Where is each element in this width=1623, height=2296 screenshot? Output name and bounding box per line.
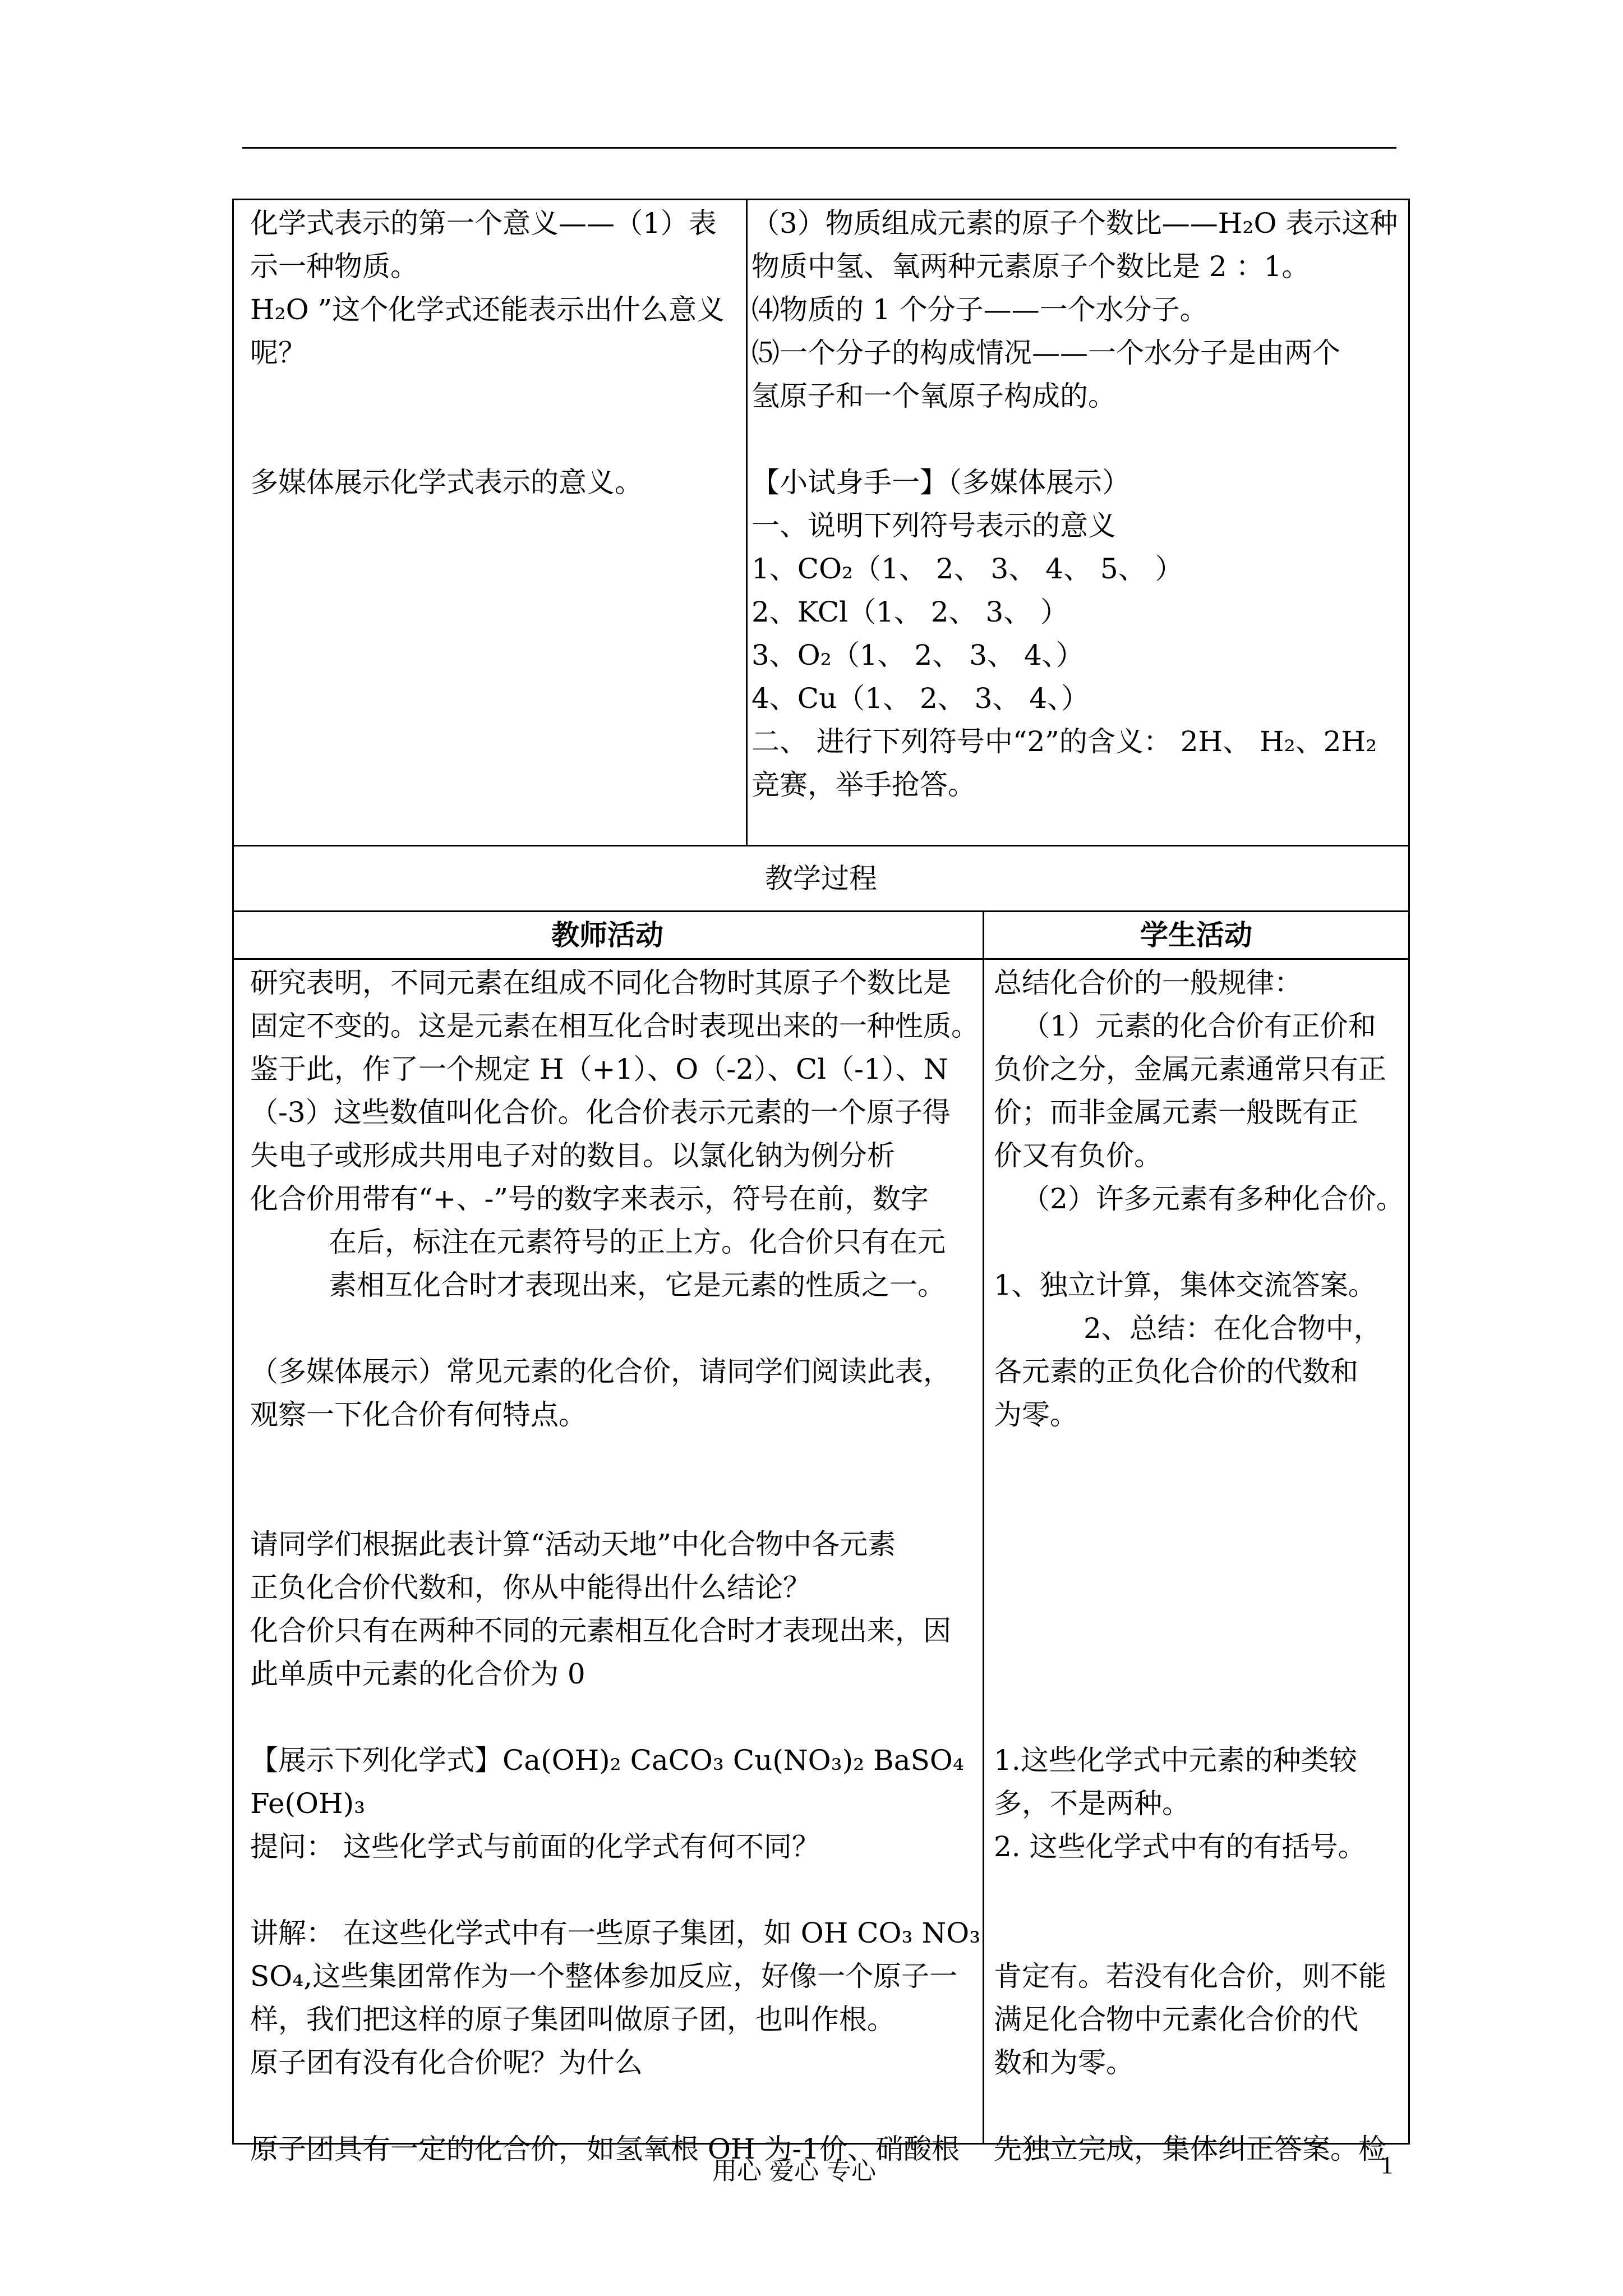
- text-line: （-3）这些数值叫化合价。化合价表示元素的一个原子得: [250, 1096, 951, 1129]
- student-activity-header: 学生活动: [1140, 919, 1252, 951]
- text-line: 请同学们根据此表计算“活动天地”中化合物中各元素: [250, 1528, 896, 1561]
- text-line: [994, 1523, 1408, 1566]
- teacher-activity-header: 教师活动: [551, 919, 663, 951]
- top-right-cell: [751, 202, 1408, 841]
- text-line: （多媒体展示）常见元素的化合价，请同学们阅读此表，: [250, 1355, 951, 1388]
- top-table-divider: [746, 199, 748, 846]
- text-line: 为零。: [994, 1398, 1078, 1431]
- text-line: 数和为零。: [994, 2046, 1134, 2079]
- text-line: 化合价只有在两种不同的元素相互化合时才表现出来，因: [250, 1614, 951, 1647]
- text-line: [994, 1653, 1408, 1696]
- text-line: 一、说明下列符号表示的意义: [751, 509, 1116, 542]
- text-line: 物质中氢、氧两种元素原子个数比是 2 ：1。: [751, 250, 1310, 283]
- text-line: [250, 1480, 979, 1523]
- text-line: 示一种物质。: [250, 250, 418, 283]
- text-line: 此单质中元素的化合价为 0: [250, 1658, 585, 1690]
- text-line: [994, 1609, 1408, 1653]
- header-rule: [242, 147, 1396, 149]
- text-line: 满足化合物中元素化合价的代: [994, 2003, 1358, 2036]
- text-line: 总结化合价的一般规律：: [994, 967, 1302, 999]
- text-line: [250, 375, 738, 418]
- text-line: [994, 1221, 1408, 1264]
- text-line: 氢原子和一个氧原子构成的。: [751, 380, 1116, 412]
- student-activity-cell: [994, 961, 1408, 2165]
- text-line: 【小试身手一】（多媒体展示）: [751, 466, 1130, 499]
- text-line: 负价之分，金属元素通常只有正: [994, 1053, 1386, 1085]
- activity-table-divider: [983, 910, 984, 2145]
- text-line: 先独立完成，集体纠正答案。检: [994, 2133, 1386, 2165]
- text-line: [250, 2085, 979, 2128]
- text-line: ⑷物质的 1 个分子——一个水分子。: [751, 293, 1208, 326]
- text-line: 化学式表示的第一个意义——（1）表: [250, 207, 717, 240]
- text-line: 失电子或形成共用电子对的数目。以氯化钠为例分析: [250, 1139, 895, 1172]
- text-line: 1.这些化学式中元素的种类较: [994, 1744, 1357, 1777]
- page-number: 1: [1381, 2151, 1393, 2179]
- text-line: 3、O₂（1、 2、 3、 4、）: [751, 639, 1084, 671]
- text-line: 原子团具有一定的化合价，如氢氧根 OH 为-1价、硝酸根: [250, 2133, 960, 2165]
- text-line: 提问： 这些化学式与前面的化学式有何不同？: [250, 1830, 820, 1863]
- text-line: [994, 1566, 1408, 1609]
- text-line: 样，我们把这样的原子集团叫做原子团，也叫作根。: [250, 2003, 895, 2036]
- text-line: 讲解： 在这些化学式中有一些原子集团，如 OH CO₃ NO₃: [250, 1917, 981, 1949]
- footer-motto: 用心 爱心 专心: [712, 2157, 876, 2185]
- text-line: 在后，标注在元素符号的正上方。化合价只有在元: [329, 1226, 946, 1258]
- text-line: 固定不变的。这是元素在相互化合时表现出来的一种性质。: [250, 1010, 979, 1042]
- text-line: [994, 1437, 1408, 1480]
- text-line: SO₄,这些集团常作为一个整体参加反应，好像一个原子一: [250, 1960, 958, 1993]
- text-line: 多，不是两种。: [994, 1787, 1190, 1820]
- text-line: 各元素的正负化合价的代数和: [994, 1355, 1358, 1388]
- text-line: 呢？: [250, 337, 306, 369]
- text-line: 素相互化合时才表现出来，它是元素的性质之一。: [329, 1269, 946, 1301]
- teacher-activity-cell: [250, 961, 981, 2165]
- text-line: [250, 1437, 979, 1480]
- text-line: 2、总结：在化合物中，: [1083, 1312, 1382, 1345]
- top-left-cell: [250, 202, 738, 841]
- text-line: 多媒体展示化学式表示的意义。: [250, 466, 643, 499]
- text-line: 2. 这些化学式中有的有括号。: [994, 1830, 1366, 1863]
- text-line: [994, 1480, 1408, 1523]
- text-line: [994, 1696, 1408, 1739]
- text-line: 4、Cu（1、 2、 3、 4、）: [751, 682, 1090, 715]
- text-line: 二、 进行下列符号中“2”的含义： 2H、 H₂、2H₂: [751, 725, 1377, 758]
- text-line: 竞赛，举手抢答。: [751, 769, 976, 801]
- text-line: 化合价用带有“+、-”号的数字来表示，符号在前，数字: [250, 1182, 929, 1215]
- text-line: [994, 1869, 1408, 1912]
- text-line: 鉴于此，作了一个规定 H（+1）、O（-2）、Cl（-1）、N: [250, 1053, 948, 1085]
- text-line: 2、KCl（1、 2、 3、 ）: [751, 596, 1069, 628]
- text-line: 价又有负价。: [994, 1139, 1162, 1172]
- text-line: （1）元素的化合价有正价和: [1022, 1010, 1376, 1042]
- text-line: [751, 418, 1408, 461]
- text-line: H₂O ”这个化学式还能表示出什么意义: [250, 293, 725, 326]
- text-line: [250, 1307, 979, 1350]
- text-line: 观察一下化合价有何特点。: [250, 1398, 587, 1431]
- text-line: [994, 1912, 1408, 1955]
- text-line: 正负化合价代数和，你从中能得出什么结论？: [250, 1571, 811, 1604]
- text-line: [994, 2085, 1408, 2128]
- text-line: （3）物质组成元素的原子个数比——H₂O 表示这种: [751, 207, 1398, 240]
- text-line: 原子团有没有化合价呢？为什么: [250, 2046, 643, 2079]
- text-line: 肯定有。若没有化合价，则不能: [994, 1960, 1386, 1993]
- text-line: [250, 418, 738, 461]
- text-line: 1、独立计算，集体交流答案。: [994, 1269, 1376, 1301]
- header-row-separator: [232, 958, 1410, 960]
- text-line: [250, 1696, 979, 1739]
- text-line: [250, 1869, 979, 1912]
- text-line: 价；而非金属元素一般既有正: [994, 1096, 1358, 1129]
- text-line: 研究表明，不同元素在组成不同化合物时其原子个数比是: [250, 967, 951, 999]
- text-line: ⑸一个分子的构成情况——一个水分子是由两个: [751, 337, 1340, 369]
- text-line: 【展示下列化学式】Ca(OH)₂ CaCO₃ Cu(NO₃)₂ BaSO₄: [250, 1744, 964, 1777]
- text-line: 1、CO₂（1、 2、 3、 4、 5、 ）: [751, 553, 1183, 585]
- text-line: Fe(OH)₃: [250, 1787, 366, 1820]
- section-title: 教学过程: [765, 862, 877, 895]
- text-line: （2）许多元素有多种化合价。: [1022, 1182, 1404, 1215]
